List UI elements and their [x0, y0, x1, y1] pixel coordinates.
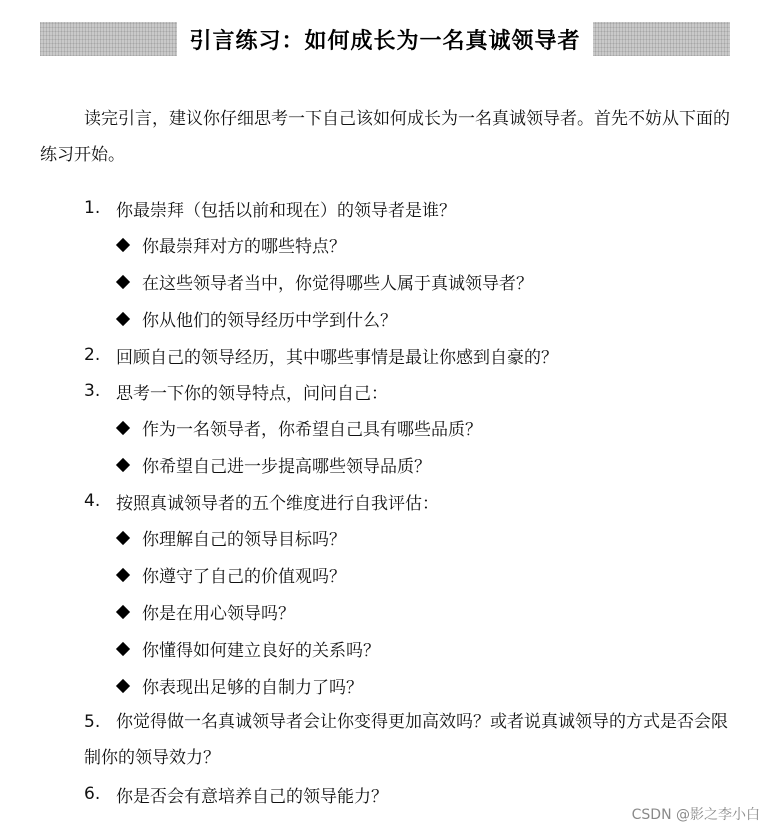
sub-question — [84, 556, 744, 593]
sub-question — [84, 593, 744, 630]
intro-paragraph: 读完引言，建议你仔细思考一下自己该如何成长为一名真诚领导者。首先不妨从下面的练习开始。 — [40, 109, 730, 165]
diamond-bullet-icon — [116, 237, 130, 251]
diamond-bullet-icon — [116, 641, 130, 655]
question-text: 思考一下你的领导特点，问问自己： — [116, 383, 388, 404]
sub-question-text: 你理解自己的领导目标吗？ — [142, 530, 346, 550]
question-1 — [84, 190, 744, 226]
question-number: 4. — [84, 491, 101, 511]
sub-question — [84, 226, 744, 263]
diamond-bullet-icon — [116, 604, 130, 618]
watermark: CSDN @影之李小白 — [631, 807, 760, 823]
sub-question-text: 你遵守了自己的价值观吗？ — [142, 567, 346, 587]
sub-question — [84, 409, 744, 446]
question-4 — [84, 483, 744, 519]
sub-question-text: 你表现出足够的自制力了吗？ — [142, 678, 363, 698]
sub-question — [84, 519, 744, 556]
question-text: 你最崇拜（包括以前和现在）的领导者是谁？ — [116, 200, 456, 221]
diamond-bullet-icon — [116, 530, 130, 544]
diamond-bullet-icon — [116, 420, 130, 434]
diamond-bullet-icon — [116, 274, 130, 288]
question-number: 5. — [84, 712, 101, 732]
sub-question-text: 你是在用心领导吗？ — [142, 604, 295, 624]
question-text: 按照真诚领导者的五个维度进行自我评估： — [116, 493, 439, 514]
diamond-bullet-icon — [116, 567, 130, 581]
question-3 — [84, 373, 744, 409]
sub-question — [84, 263, 744, 300]
question-number: 3. — [84, 381, 101, 401]
sub-question — [84, 300, 744, 337]
sub-question-text: 你希望自己进一步提高哪些领导品质？ — [142, 457, 431, 477]
question-number: 1. — [84, 198, 101, 218]
question-number: 6. — [84, 784, 101, 804]
question-text: 你是否会有意培养自己的领导能力？ — [116, 786, 388, 807]
question-text: 你觉得做一名真诚领导者会让你变得更加高效吗？或者说真诚领导的方式是否会限制你的领导效力？ — [84, 712, 728, 768]
sub-question-text: 你懂得如何建立良好的关系吗？ — [142, 641, 380, 661]
question-number: 2. — [84, 345, 101, 365]
title-banner — [40, 22, 730, 56]
sub-question-text: 你从他们的领导经历中学到什么？ — [142, 311, 397, 331]
sub-question-text: 作为一名领导者，你希望自己具有哪些品质？ — [142, 420, 482, 440]
exercise-list — [84, 190, 744, 812]
diamond-bullet-icon — [116, 457, 130, 471]
sub-question — [84, 630, 744, 667]
sub-question-text: 你最崇拜对方的哪些特点？ — [142, 237, 346, 257]
diamond-bullet-icon — [116, 311, 130, 325]
question-text: 回顾自己的领导经历，其中哪些事情是最让你感到自豪的？ — [116, 347, 558, 368]
sub-question — [84, 446, 744, 483]
sub-question-text: 在这些领导者当中，你觉得哪些人属于真诚领导者？ — [142, 274, 533, 294]
question-5 — [40, 704, 744, 776]
sub-question — [84, 667, 744, 704]
page-title: 引言练习：如何成长为一名真诚领导者 — [177, 22, 592, 57]
question-2 — [84, 337, 744, 373]
diamond-bullet-icon — [116, 678, 130, 692]
